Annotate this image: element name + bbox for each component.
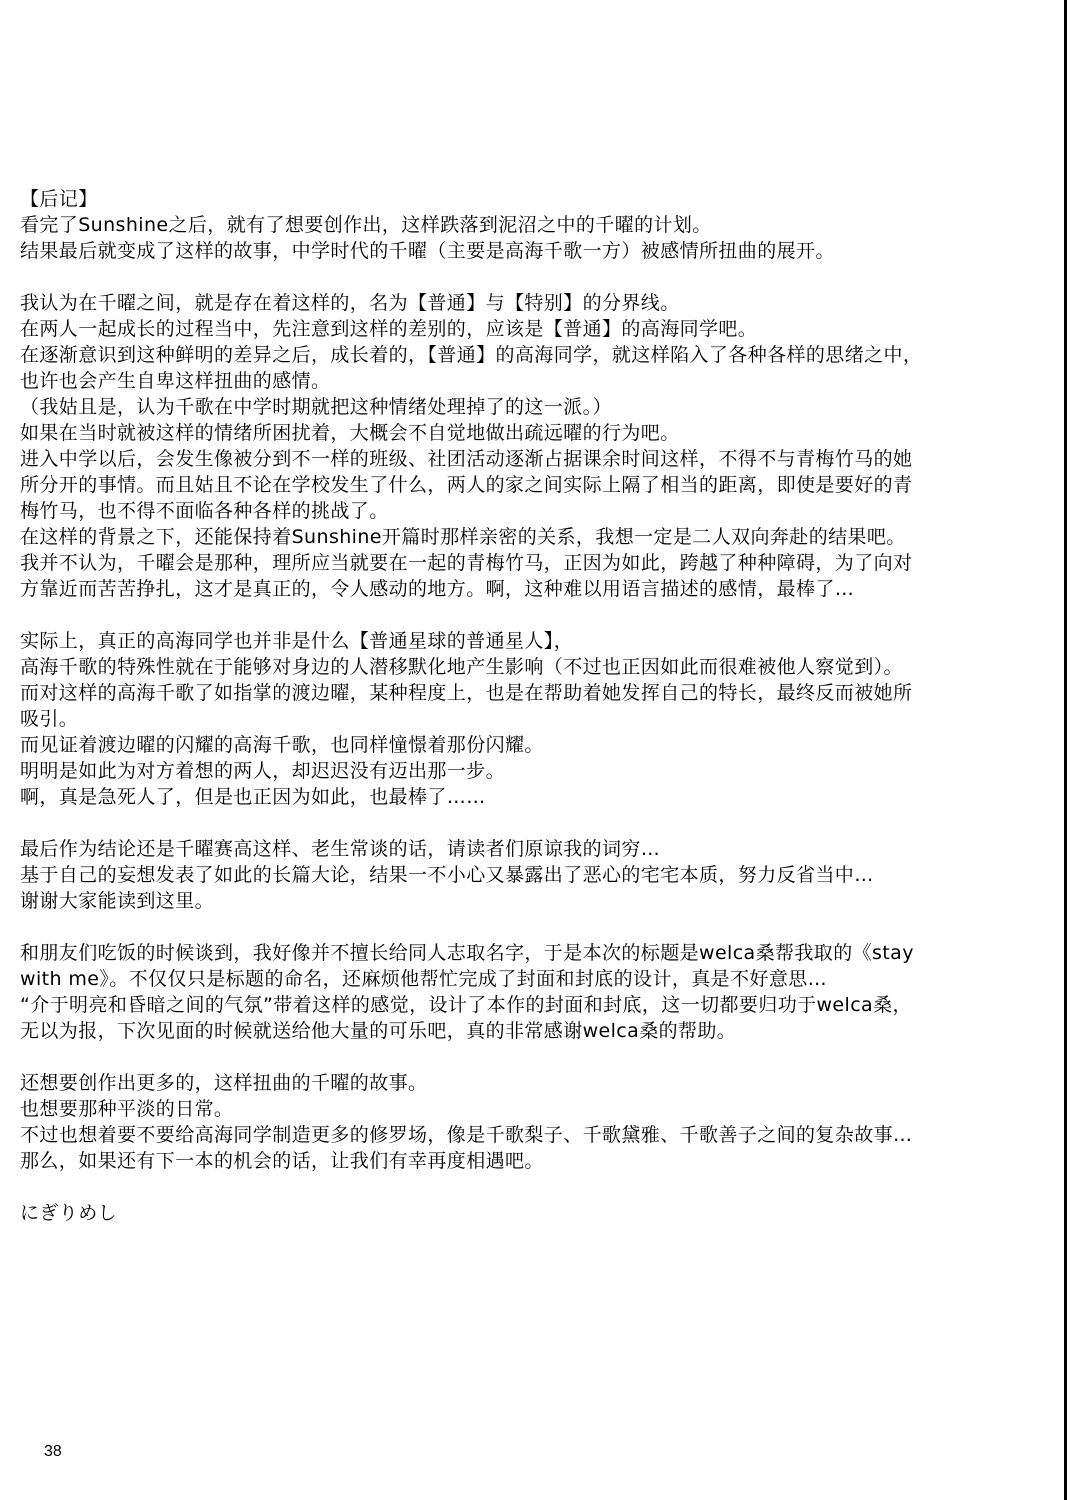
afterword-text xyxy=(20,186,1060,1226)
paragraph xyxy=(20,1070,1060,1174)
text-line: 方靠近而苦苦挣扎，这才是真正的，令人感动的地方。啊，这种难以用语言描述的感情，最棒了… xyxy=(20,578,855,600)
page-number: 38 xyxy=(44,1443,62,1460)
text-line: 如果在当时就被这样的情绪所困扰着，大概会不自觉地做出疏远曜的行为吧。 xyxy=(20,422,680,444)
text-line: 所分开的事情。而且姑且不论在学校发生了什么，两人的家之间实际上隔了相当的距离，即使是要好的青 xyxy=(20,474,913,496)
text-line: 而对这样的高海千歌了如指掌的渡边曜，某种程度上，也是在帮助着她发挥自己的特长，最终反而被她所 xyxy=(20,682,913,704)
text-line: 结果最后就变成了这样的故事，中学时代的千曜（主要是高海千歌一方）被感情所扭曲的展开。 xyxy=(20,240,835,262)
paragraph xyxy=(20,628,1060,810)
text-line: 而见证着渡边曜的闪耀的高海千歌，也同样憧憬着那份闪耀。 xyxy=(20,734,544,756)
text-line: 也想要那种平淡的日常。 xyxy=(20,1098,234,1120)
afterword-heading: 【后记】 xyxy=(20,188,98,210)
text-line: 进入中学以后，会发生像被分到不一样的班级、社团活动逐渐占据课余时间这样，不得不与青梅竹马的她 xyxy=(20,448,913,470)
text-line: 无以为报，下次见面的时候就送给他大量的可乐吧，真的非常感谢welca桑的帮助。 xyxy=(20,1020,737,1042)
text-line: 梅竹马，也不得不面临各种各样的挑战了。 xyxy=(20,500,389,522)
paragraph xyxy=(20,836,1060,914)
page-edge-rule xyxy=(1064,0,1067,1500)
text-line: 在逐渐意识到这种鲜明的差异之后，成长着的，【普通】的高海同学，就这样陷入了各种各样的思绪之中， xyxy=(20,344,923,366)
text-line: 我认为在千曜之间，就是存在着这样的，名为【普通】与【特别】的分界线。 xyxy=(20,292,680,314)
text-line: 谢谢大家能读到这里。 xyxy=(20,890,215,912)
text-line: 基于自己的妄想发表了如此的长篇大论，结果一不小心又暴露出了恶心的宅宅本质，努力反省当中… xyxy=(20,864,874,886)
afterword-paragraphs xyxy=(20,212,1060,1174)
text-line: with me》。不仅仅只是标题的命名，还麻烦他帮忙完成了封面和封底的设计，真是不好意思… xyxy=(20,968,828,990)
text-line: 那么，如果还有下一本的机会的话，让我们有幸再度相遇吧。 xyxy=(20,1150,544,1172)
paragraph xyxy=(20,212,1060,264)
text-line: “介于明亮和昏暗之间的气氛”带着这样的感觉，设计了本作的封面和封底，这一切都要归功于welca桑， xyxy=(20,994,912,1016)
text-line: 不过也想着要不要给高海同学制造更多的修罗场，像是千歌梨子、千歌黛雅、千歌善子之间的复杂故事… xyxy=(20,1124,913,1146)
text-line: 也许也会产生自卑这样扭曲的感情。 xyxy=(20,370,331,392)
text-line: 明明是如此为对方着想的两人，却迟迟没有迈出那一步。 xyxy=(20,760,506,782)
text-line: 高海千歌的特殊性就在于能够对身边的人潜移默化地产生影响（不过也正因如此而很难被他人察觉到）。 xyxy=(20,656,903,678)
text-line: 实际上，真正的高海同学也并非是什么【普通星球的普通星人】， xyxy=(20,630,574,652)
text-line: 和朋友们吃饭的时候谈到，我好像并不擅长给同人志取名字，于是本次的标题是welca桑帮我取的《stay xyxy=(20,942,914,964)
text-line: 还想要创作出更多的，这样扭曲的千曜的故事。 xyxy=(20,1072,428,1094)
text-line: 看完了Sunshine之后，就有了想要创作出，这样跌落到泥沼之中的千曜的计划。 xyxy=(20,214,712,236)
text-line: 在这样的背景之下，还能保持着Sunshine开篇时那样亲密的关系，我想一定是二人双向奔赴的结果吧。 xyxy=(20,526,906,548)
text-line: 最后作为结论还是千曜赛高这样、老生常谈的话，请读者们原谅我的词穷… xyxy=(20,838,661,860)
paragraph xyxy=(20,940,1060,1044)
text-line: 我并不认为，千曜会是那种，理所应当就要在一起的青梅竹马，正因为如此，跨越了种种障碍，为了向对 xyxy=(20,552,913,574)
text-line: 啊，真是急死人了，但是也正因为如此，也最棒了…… xyxy=(20,786,486,808)
text-line: 吸引。 xyxy=(20,708,79,730)
paragraph xyxy=(20,290,1060,602)
text-line: 在两人一起成长的过程当中，先注意到这样的差别的，应该是【普通】的高海同学吧。 xyxy=(20,318,758,340)
author-signature: にぎりめし xyxy=(20,1202,118,1224)
text-line: （我姑且是，认为千歌在中学时期就把这种情绪处理掉了的这一派。） xyxy=(20,396,612,418)
